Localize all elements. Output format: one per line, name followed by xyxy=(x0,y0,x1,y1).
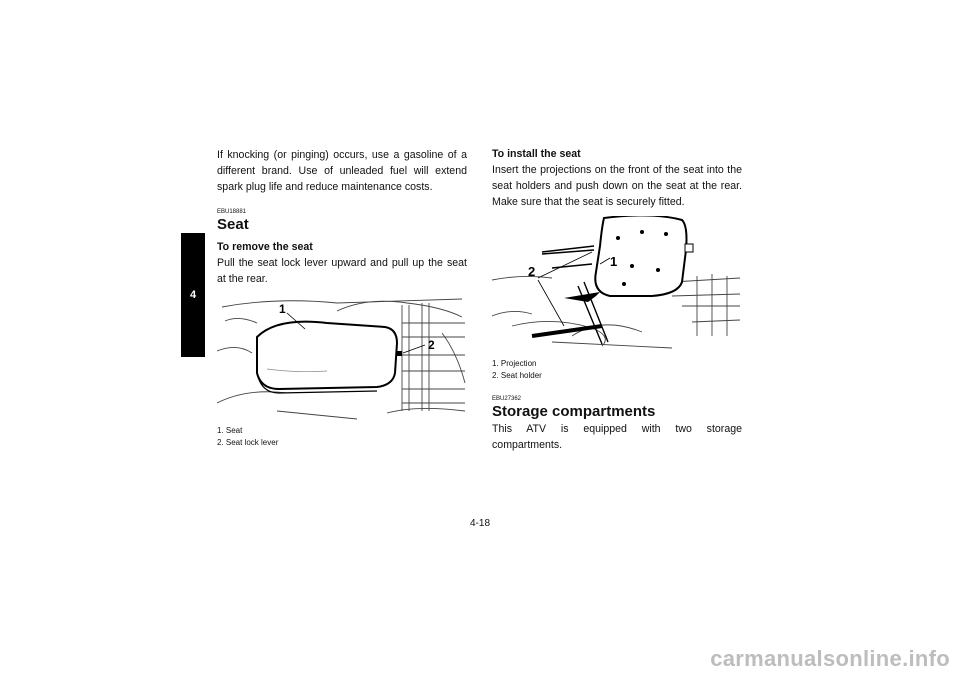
section-heading-storage: Storage compartments xyxy=(492,403,656,420)
callout-seat: 1 xyxy=(279,302,286,316)
intro-paragraph: If knocking (or pinging) occurs, use a gasoline of a different brand. Use of unleaded fuel will extend spark plug life and reduce maintenance costs. xyxy=(217,149,467,193)
remove-seat-paragraph: Pull the seat lock lever upward and pull up the seat at the rear. xyxy=(217,257,467,285)
caption-projection: 1. Projection xyxy=(492,359,537,368)
chapter-tab: 4 xyxy=(181,233,205,357)
caption-seat: 1. Seat xyxy=(217,426,243,435)
caption-seat-lock-lever: 2. Seat lock lever xyxy=(217,438,279,447)
install-seat-paragraph: Insert the projections on the front of the seat into the seat holders and push down on the seat at the rear. Make sure that the seat is securely fitted. xyxy=(492,164,742,208)
section-heading-seat: Seat xyxy=(217,216,249,233)
seat-installation-illustration xyxy=(492,216,742,356)
figure-captions-right xyxy=(492,358,742,382)
callout-projection: 1 xyxy=(610,254,618,269)
section-code: EBU18881 xyxy=(217,209,247,215)
caption-seat-holder: 2. Seat holder xyxy=(492,371,542,380)
right-column xyxy=(492,147,742,453)
storage-paragraph: This ATV is equipped with two storage compartments. xyxy=(492,423,742,451)
left-column xyxy=(217,147,467,449)
callout-seat-holder: 2 xyxy=(528,264,536,279)
seat-removal-illustration xyxy=(217,293,467,423)
subheading-remove-seat: To remove the seat xyxy=(217,241,313,253)
section-code-storage: EBU27362 xyxy=(492,396,522,402)
subheading-install-seat: To install the seat xyxy=(492,148,581,160)
site-watermark: carmanualsonline.info xyxy=(710,646,950,671)
figure-captions-left xyxy=(217,425,467,449)
callout-seat-lock-lever: 2 xyxy=(428,338,435,352)
page-number: 4-18 xyxy=(469,518,490,529)
